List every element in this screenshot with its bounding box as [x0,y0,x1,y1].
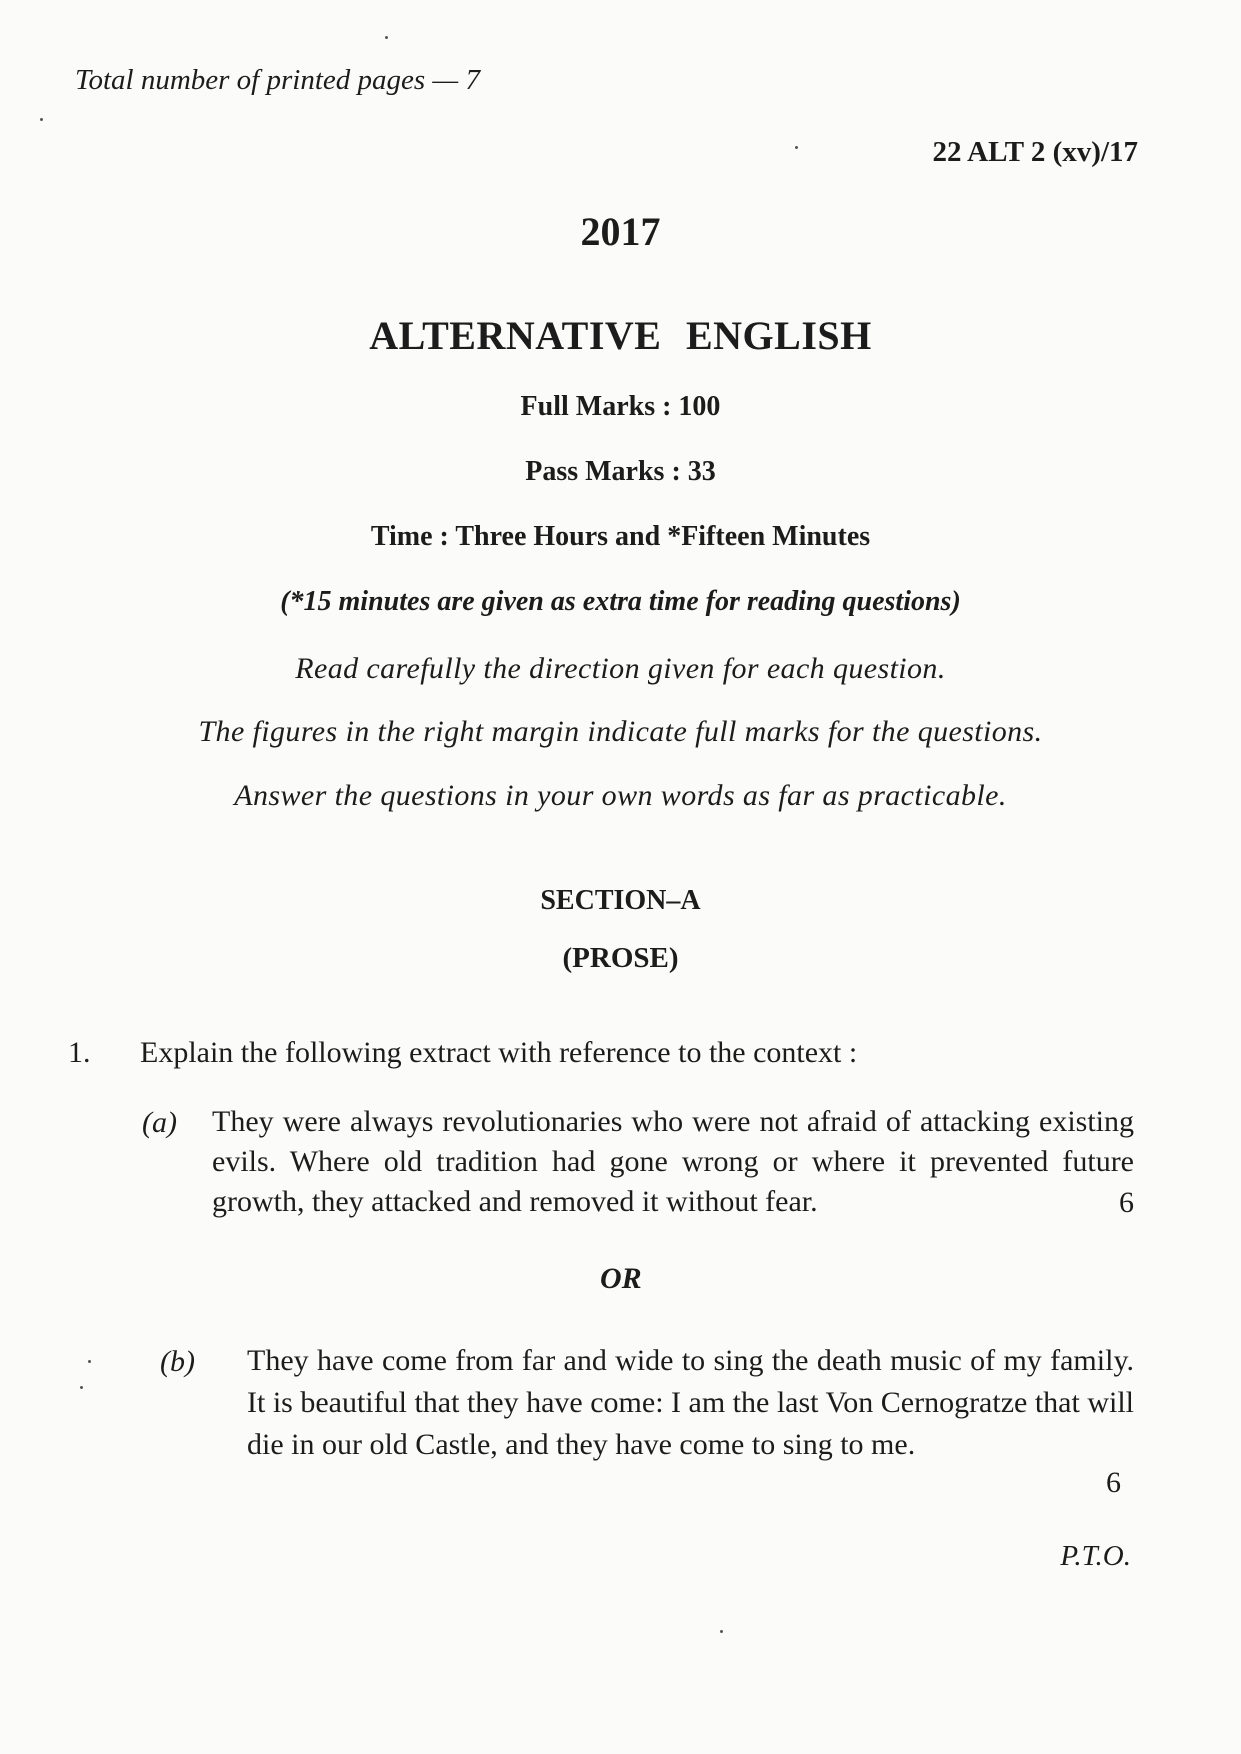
part-b-label: (b) [160,1345,195,1378]
section-subtitle: (PROSE) [562,942,679,974]
exam-year: 2017 [580,209,661,254]
total-pages-note: Total number of printed pages — 7 [75,64,480,96]
instruction-1: Read carefully the direction given for each question. [295,652,946,685]
part-a-extract: They were always revolutionaries who were not afraid of attacking existing evils. Where old tradition had gone wrong or where it prevented future growth, they attacked and removed it without fear. [212,1105,1134,1218]
part-a-label: (a) [142,1106,177,1139]
pto-note: P.T.O. [1060,1540,1131,1572]
exam-time: Time : Three Hours and *Fifteen Minutes [370,521,871,552]
paper-code: 22 ALT 2 (xv)/17 [932,136,1138,168]
or-separator: OR [600,1262,642,1295]
question-text: Explain the following extract with reference to the context : [140,1036,858,1069]
section-title: SECTION–A [540,885,701,916]
pass-marks: Pass Marks : 33 [525,456,716,487]
part-b-extract: They have come from far and wide to sing the death music of my family. It is beautiful that they have come: I am the last Von Cernogratze that will die in our old Castle, and they have come to sing to me. [247,1344,1134,1461]
subject-title: ALTERNATIVE ENGLISH [369,313,872,358]
part-a-marks: 6 [1119,1186,1134,1219]
instruction-2: The figures in the right margin indicate full marks for the questions. [198,715,1043,748]
full-marks: Full Marks : 100 [520,391,721,422]
instruction-3: Answer the questions in your own words as far as practicable. [234,779,1007,812]
question-number: 1. [68,1036,91,1069]
part-b-marks: 6 [1106,1466,1121,1499]
extra-time-note: (*15 minutes are given as extra time for reading questions) [280,586,961,617]
